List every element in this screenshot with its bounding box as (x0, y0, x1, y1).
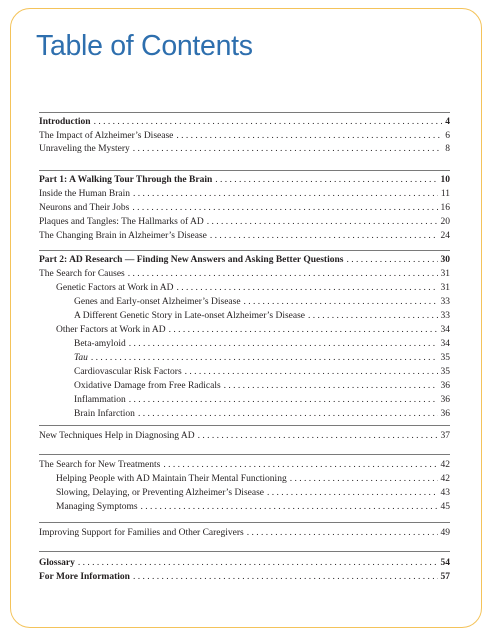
toc-entry[interactable] (39, 254, 450, 267)
toc-entry-title: Cardiovascular Risk Factors (74, 367, 182, 377)
section-divider (39, 522, 450, 523)
toc-entry[interactable] (39, 216, 450, 229)
dot-leader (138, 408, 438, 421)
toc-entry[interactable] (39, 338, 450, 351)
toc-entry[interactable] (39, 557, 450, 570)
toc-entry-title: Part 2: AD Research — Finding New Answers and Asking Better Questions (39, 255, 344, 265)
toc-entry[interactable] (39, 282, 450, 295)
toc-entry-page: 16 (440, 203, 450, 213)
toc-entry[interactable] (39, 143, 450, 156)
toc-entry-page: 45 (440, 502, 450, 512)
section-divider (39, 425, 450, 426)
dot-leader (128, 268, 438, 281)
toc-entry-title: Plaques and Tangles: The Hallmarks of AD (39, 217, 204, 227)
toc-entry-title: Inflammation (74, 395, 126, 405)
toc-entry-title: Glossary (39, 558, 75, 568)
toc-entry[interactable] (39, 174, 450, 187)
toc-entry-title: New Techniques Help in Diagnosing AD (39, 431, 195, 441)
toc-entry-title: Managing Symptoms (56, 502, 138, 512)
toc-entry-page: 31 (440, 269, 450, 279)
dot-leader (133, 571, 438, 584)
toc-entry-title: Neurons and Their Jobs (39, 203, 130, 213)
dot-leader (133, 188, 438, 201)
toc-entry[interactable] (39, 487, 450, 500)
dot-leader (132, 202, 437, 215)
toc-entry[interactable] (39, 230, 450, 243)
toc-entry[interactable] (39, 310, 450, 323)
toc-entry-title: The Search for Causes (39, 269, 125, 279)
dot-leader (215, 174, 437, 187)
toc-entry-page: 35 (440, 353, 450, 363)
toc-entry[interactable] (39, 324, 450, 337)
toc-entry-title: The Changing Brain in Alzheimer’s Disease (39, 231, 207, 241)
dot-leader (198, 430, 438, 443)
dot-leader (129, 338, 438, 351)
toc-entry-page: 36 (440, 409, 450, 419)
toc-entry-page: 33 (440, 297, 450, 307)
toc-entry-title: Improving Support for Families and Other Caregivers (39, 528, 244, 538)
toc-entry-title: Inside the Human Brain (39, 189, 131, 199)
dot-leader (133, 143, 442, 156)
page-title: Table of Contents (36, 30, 253, 62)
toc-entry[interactable] (39, 501, 450, 514)
toc-entry-page: 30 (440, 255, 450, 265)
toc-entry[interactable] (39, 268, 450, 281)
toc-entry[interactable] (39, 366, 450, 379)
dot-leader (141, 501, 438, 514)
dot-leader (210, 230, 438, 243)
toc-entry-title: Genes and Early-onset Alzheimer’s Disease (74, 297, 241, 307)
toc-entry-title: The Search for New Treatments (39, 460, 161, 470)
dot-leader (207, 216, 438, 229)
dot-leader (176, 130, 442, 143)
toc-entry-page: 34 (440, 325, 450, 335)
toc-entry-title: A Different Genetic Story in Late-onset Alzheimer’s Disease (74, 311, 306, 321)
dot-leader (91, 352, 438, 365)
dot-leader (247, 527, 438, 540)
toc-entry-page: 31 (440, 283, 450, 293)
toc-entry-page: 43 (440, 488, 450, 498)
toc-entry-title: Slowing, Delaying, or Preventing Alzheimer’s Disease (56, 488, 264, 498)
dot-leader (94, 116, 443, 129)
toc-entry-title: Part 1: A Walking Tour Through the Brain (39, 175, 213, 185)
toc-entry-page: 36 (440, 395, 450, 405)
toc-entry-page: 8 (445, 144, 450, 154)
dot-leader (163, 459, 437, 472)
toc-entry-title: Unraveling the Mystery (39, 144, 130, 154)
toc-entry[interactable] (39, 571, 450, 584)
dot-leader (346, 254, 437, 267)
toc-entry[interactable] (39, 459, 450, 472)
toc-entry-title: The Impact of Alzheimer’s Disease (39, 130, 174, 141)
dot-leader (177, 282, 438, 295)
section-divider (39, 551, 450, 552)
toc-entry-page: 57 (440, 572, 450, 582)
section-divider (39, 454, 450, 455)
toc-entry-page: 42 (440, 460, 450, 470)
toc-entry[interactable] (39, 430, 450, 443)
dot-leader (308, 310, 437, 323)
toc-entry-page: 36 (440, 381, 450, 391)
dot-leader (78, 557, 438, 570)
dot-leader (267, 487, 438, 500)
toc-entry-page: 20 (440, 217, 450, 227)
toc-entry[interactable] (39, 380, 450, 393)
toc-entry-title: Other Factors at Work in AD (56, 325, 166, 335)
toc-entry[interactable] (39, 130, 450, 143)
dot-leader (290, 473, 438, 486)
toc-entry-page: 10 (440, 175, 450, 185)
toc-entry-page: 24 (440, 231, 450, 241)
toc-entry-title: Brain Infarction (74, 409, 135, 419)
toc-entry[interactable] (39, 116, 450, 129)
toc-entry-page: 37 (440, 431, 450, 441)
toc-entry-page: 33 (440, 311, 450, 321)
toc-entry[interactable] (39, 188, 450, 201)
toc-entry[interactable] (39, 527, 450, 540)
toc-entry[interactable] (39, 352, 450, 365)
toc-entry-title: Introduction (39, 117, 91, 127)
toc-entry-title: Oxidative Damage from Free Radicals (74, 381, 221, 391)
toc-entry-title: Helping People with AD Maintain Their Mental Functioning (56, 474, 287, 484)
toc-entry[interactable] (39, 473, 450, 486)
toc-entry[interactable] (39, 408, 450, 421)
toc-entry-page: 49 (440, 528, 450, 538)
dot-leader (185, 366, 438, 379)
toc-entry[interactable] (39, 202, 450, 215)
toc-entry-page: 4 (445, 117, 450, 127)
section-divider (39, 112, 450, 113)
toc-entry-title: Beta-amyloid (74, 339, 126, 349)
toc-entry-page: 11 (440, 189, 450, 199)
toc-entry-title: Genetic Factors at Work in AD (56, 283, 174, 293)
toc-entry-page: 6 (445, 130, 450, 141)
dot-leader (244, 296, 438, 309)
dot-leader (129, 394, 438, 407)
toc-entry-title: For More Information (39, 572, 130, 582)
dot-leader (224, 380, 438, 393)
section-divider (39, 170, 450, 171)
toc-entry-page: 35 (440, 367, 450, 377)
toc-entry-page: 54 (440, 558, 450, 568)
toc-entry[interactable] (39, 296, 450, 309)
section-divider (39, 250, 450, 251)
dot-leader (169, 324, 438, 337)
toc-entry-page: 42 (440, 474, 450, 484)
toc-entry-page: 34 (440, 339, 450, 349)
toc-entry[interactable] (39, 394, 450, 407)
toc-entry-title: Tau (74, 353, 88, 363)
